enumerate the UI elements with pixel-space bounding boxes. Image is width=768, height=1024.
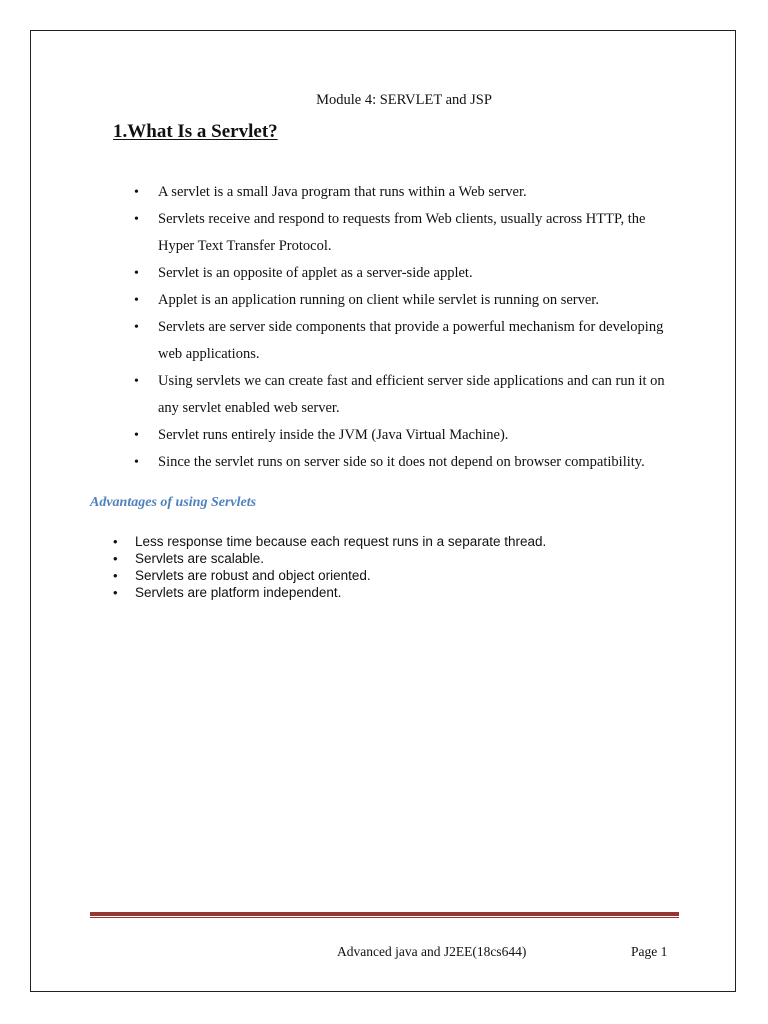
page-number: Page 1 — [631, 944, 668, 959]
bullet-icon: • — [134, 185, 139, 200]
list-item — [134, 449, 674, 476]
list-item — [113, 567, 546, 584]
bullet-icon: • — [113, 534, 118, 549]
list-item — [113, 550, 546, 567]
list-item-text: Servlet is an opposite of applet as a server-side applet. — [158, 265, 473, 281]
servlet-bullet-list — [134, 179, 674, 476]
list-item — [134, 206, 674, 260]
footer-course: Advanced java and J2EE(18cs644) — [337, 944, 527, 959]
list-item-text: Since the servlet runs on server side so it does not depend on browser compatibility. — [158, 454, 645, 470]
list-item-text: Servlets are robust and object oriented. — [135, 568, 371, 583]
list-item — [134, 368, 674, 422]
list-item-text: Servlets are scalable. — [135, 551, 265, 566]
footer-rule — [90, 912, 679, 916]
list-item — [134, 314, 674, 368]
list-item — [134, 179, 674, 206]
module-header: Module 4: SERVLET and JSP — [316, 92, 492, 108]
bullet-icon: • — [134, 266, 139, 281]
list-item-text: Servlets are platform independent. — [135, 585, 342, 600]
list-item — [134, 422, 674, 449]
list-item — [134, 287, 674, 314]
list-item-text: Servlet runs entirely inside the JVM (Java Virtual Machine). — [158, 427, 509, 443]
bullet-icon: • — [113, 585, 118, 600]
bullet-icon: • — [134, 374, 139, 389]
footer-rule-thin — [90, 917, 679, 918]
list-item — [113, 584, 546, 601]
list-item-text: Servlets are server side components that provide a powerful mechanism for developing web applications. — [158, 319, 664, 362]
bullet-icon: • — [113, 551, 118, 566]
advantages-bullet-list — [113, 533, 546, 601]
advantages-heading: Advantages of using Servlets — [90, 495, 257, 510]
page-border — [30, 30, 736, 992]
list-item — [134, 260, 674, 287]
bullet-icon: • — [134, 212, 139, 227]
list-item-text: Servlets receive and respond to requests from Web clients, usually across HTTP, the Hyper Text Transfer Protocol. — [158, 211, 646, 254]
list-item-text: Applet is an application running on client while servlet is running on server. — [158, 292, 599, 308]
list-item-text: A servlet is a small Java program that runs within a Web server. — [158, 184, 527, 200]
list-item-text: Using servlets we can create fast and efficient server side applications and can run it on any servlet enabled web server. — [158, 373, 665, 416]
bullet-icon: • — [134, 293, 139, 308]
section-title: 1.What Is a Servlet? — [113, 121, 278, 142]
bullet-icon: • — [134, 428, 139, 443]
list-item-text: Less response time because each request runs in a separate thread. — [135, 534, 547, 549]
bullet-icon: • — [113, 568, 118, 583]
bullet-icon: • — [134, 320, 139, 335]
list-item — [113, 533, 546, 550]
bullet-icon: • — [134, 455, 139, 470]
